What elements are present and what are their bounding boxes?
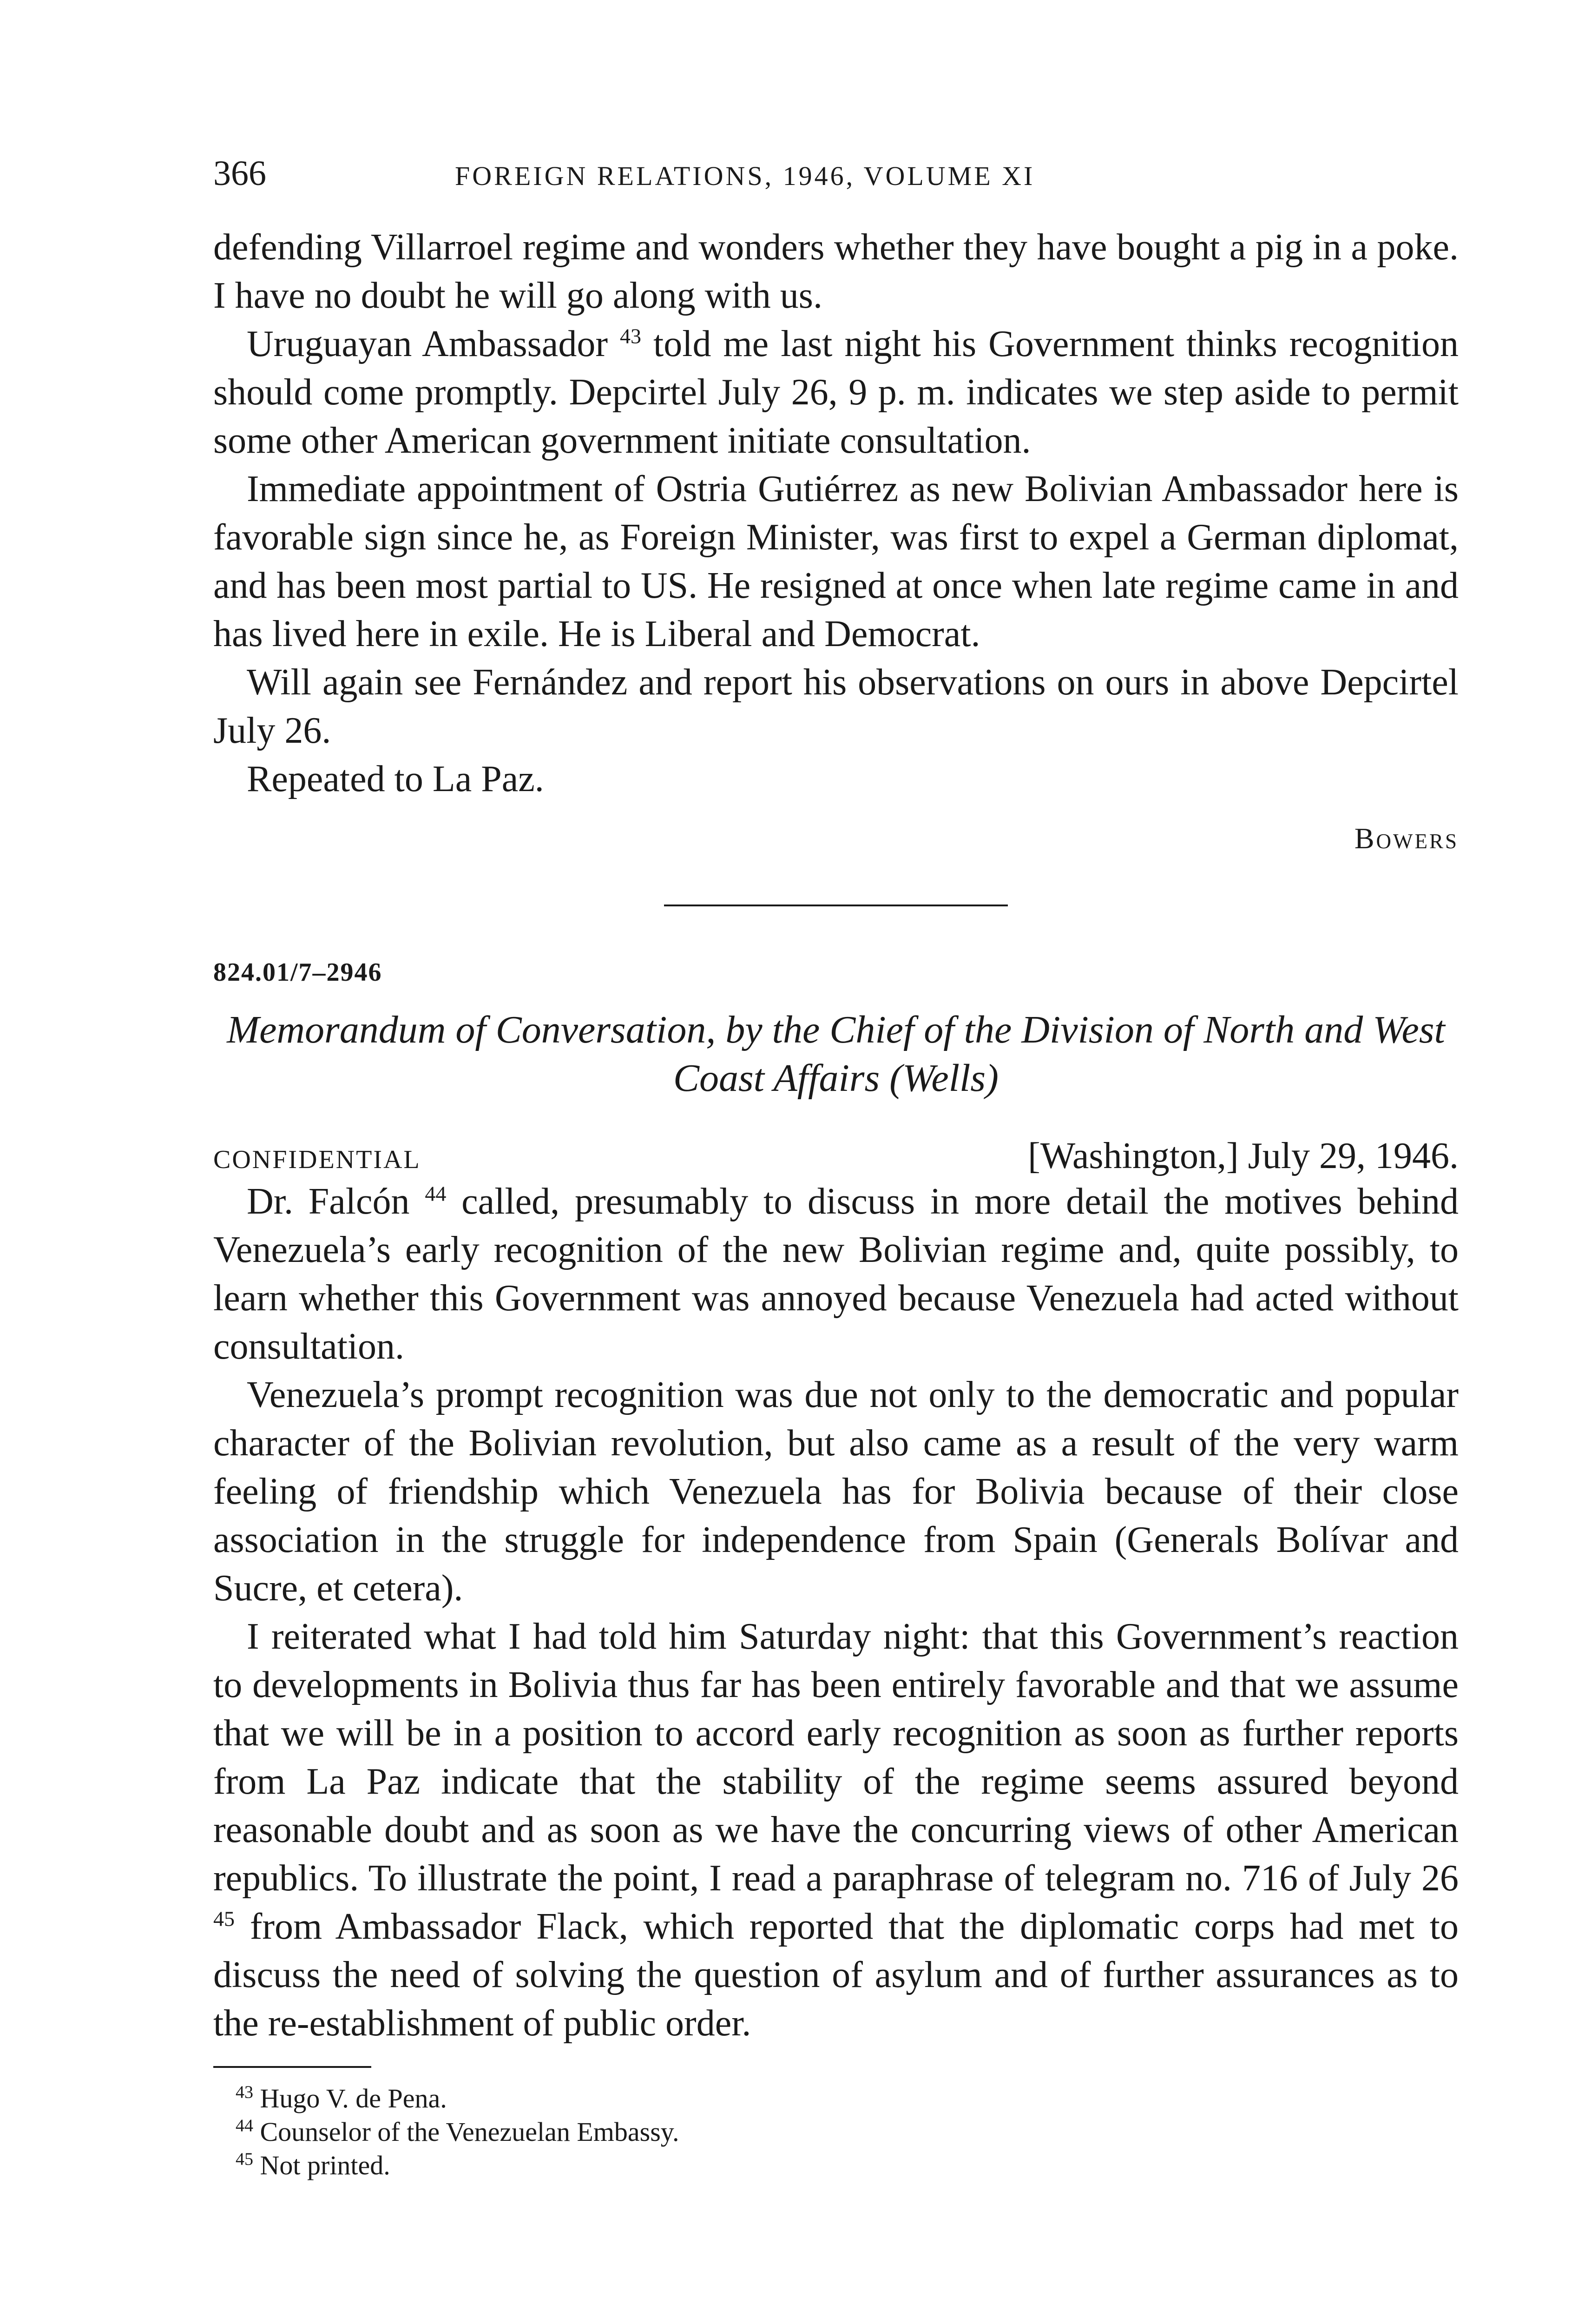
footnote-reference: 43 — [619, 324, 641, 348]
footnote-text: Hugo V. de Pena. — [260, 2083, 447, 2113]
paragraph-text: told me last night his Government thinks recognition should come promptly. Depcirtel July 26, 9 p. m. indicates we step aside to permit some other American government initiate consultation. — [213, 324, 1459, 461]
footnote-reference: 44 — [425, 1182, 447, 1206]
paragraph: Repeated to La Paz. — [247, 759, 544, 799]
paragraph: Will again see Fernández and report his observations on ours in above Depcirtel July 26. — [213, 662, 1459, 751]
footnote-number: 43 — [236, 2082, 253, 2102]
paragraph-text: from Ambassador Flack, which reported that the diplomatic corps had met to discuss the need of solving the question of asylum and of further assurances as to the re-establishment of public order. — [213, 1906, 1459, 2044]
footnote — [236, 2115, 1459, 2149]
footnote — [236, 2082, 1459, 2115]
classification: CONFIDENTIAL — [213, 1145, 421, 1174]
paragraph — [213, 320, 1459, 465]
file-number: 824.01/7–2946 — [213, 958, 382, 987]
footnote-number: 45 — [236, 2149, 253, 2169]
page — [213, 153, 1459, 2182]
paragraph — [213, 1177, 1459, 1371]
paragraph — [213, 1612, 1459, 2047]
date: [Washington,] July 29, 1946. — [1028, 1136, 1459, 1176]
paragraph: defending Villarroel regime and wonders whether they have bought a pig in a poke. I have no doubt he will go along with us. — [213, 227, 1459, 316]
running-head — [213, 153, 1459, 223]
document-title: Memorandum of Conversation, by the Chief of the Division of North and West Coast Affairs (Wells) — [227, 1008, 1445, 1100]
footnote — [236, 2149, 1459, 2182]
paragraph: Immediate appointment of Ostria Gutiérrez as new Bolivian Ambassador here is favorable sign since he, as Foreign Minister, was first to expel a German diplomat, and has been most partial to US. He resigned at once when late regime came in and has lived here in exile. He is Liberal and Democrat. — [213, 469, 1459, 654]
paragraph-text: I reiterated what I had told him Saturday night: that this Government’s reaction to developments in Bolivia thus far has been entirely favorable and that we assume that we will be in a position to accord early recognition as soon as further reports from La Paz indicate that the stability of the regime seems assured beyond reasonable doubt and as soon as we have the concurring views of other American republics. To illustrate the point, I read a paraphrase of telegram no. 716 of July 26 — [213, 1616, 1459, 1899]
footnote-reference: 45 — [213, 1907, 235, 1931]
dateline — [213, 1135, 1459, 1177]
page-number: 366 — [213, 154, 266, 193]
running-title: FOREIGN RELATIONS, 1946, VOLUME XI — [455, 161, 1035, 191]
section-divider — [664, 905, 1008, 906]
telegram-continuation — [213, 223, 1459, 863]
paragraph: Venezuela’s prompt recognition was due not only to the democratic and popular character of the Bolivian revolution, but also came as a result of the very warm feeling of friendship which Venezuela has for Bolivia because of their close association in the struggle for independence from Spain (Generals Bolívar and Sucre, et cetera). — [213, 1374, 1459, 1609]
footnote-number: 44 — [236, 2116, 253, 2136]
footnote-divider — [213, 2066, 371, 2068]
memorandum-body — [213, 1177, 1459, 2047]
paragraph-text: Uruguayan Ambassador — [247, 324, 608, 364]
paragraph-text: Dr. Falcón — [247, 1181, 410, 1222]
footnote-text: Not printed. — [260, 2150, 390, 2180]
signature: Bowers — [1354, 822, 1459, 855]
footnotes — [213, 2082, 1459, 2182]
paragraph-text: called, presumably to discuss in more detail the motives behind Venezuela’s early recognition of the new Bolivian regime and, quite possibly, to learn whether this Government was annoyed because Venezuela had acted without consultation. — [213, 1181, 1459, 1367]
footnote-text: Counselor of the Venezuelan Embassy. — [260, 2117, 679, 2147]
